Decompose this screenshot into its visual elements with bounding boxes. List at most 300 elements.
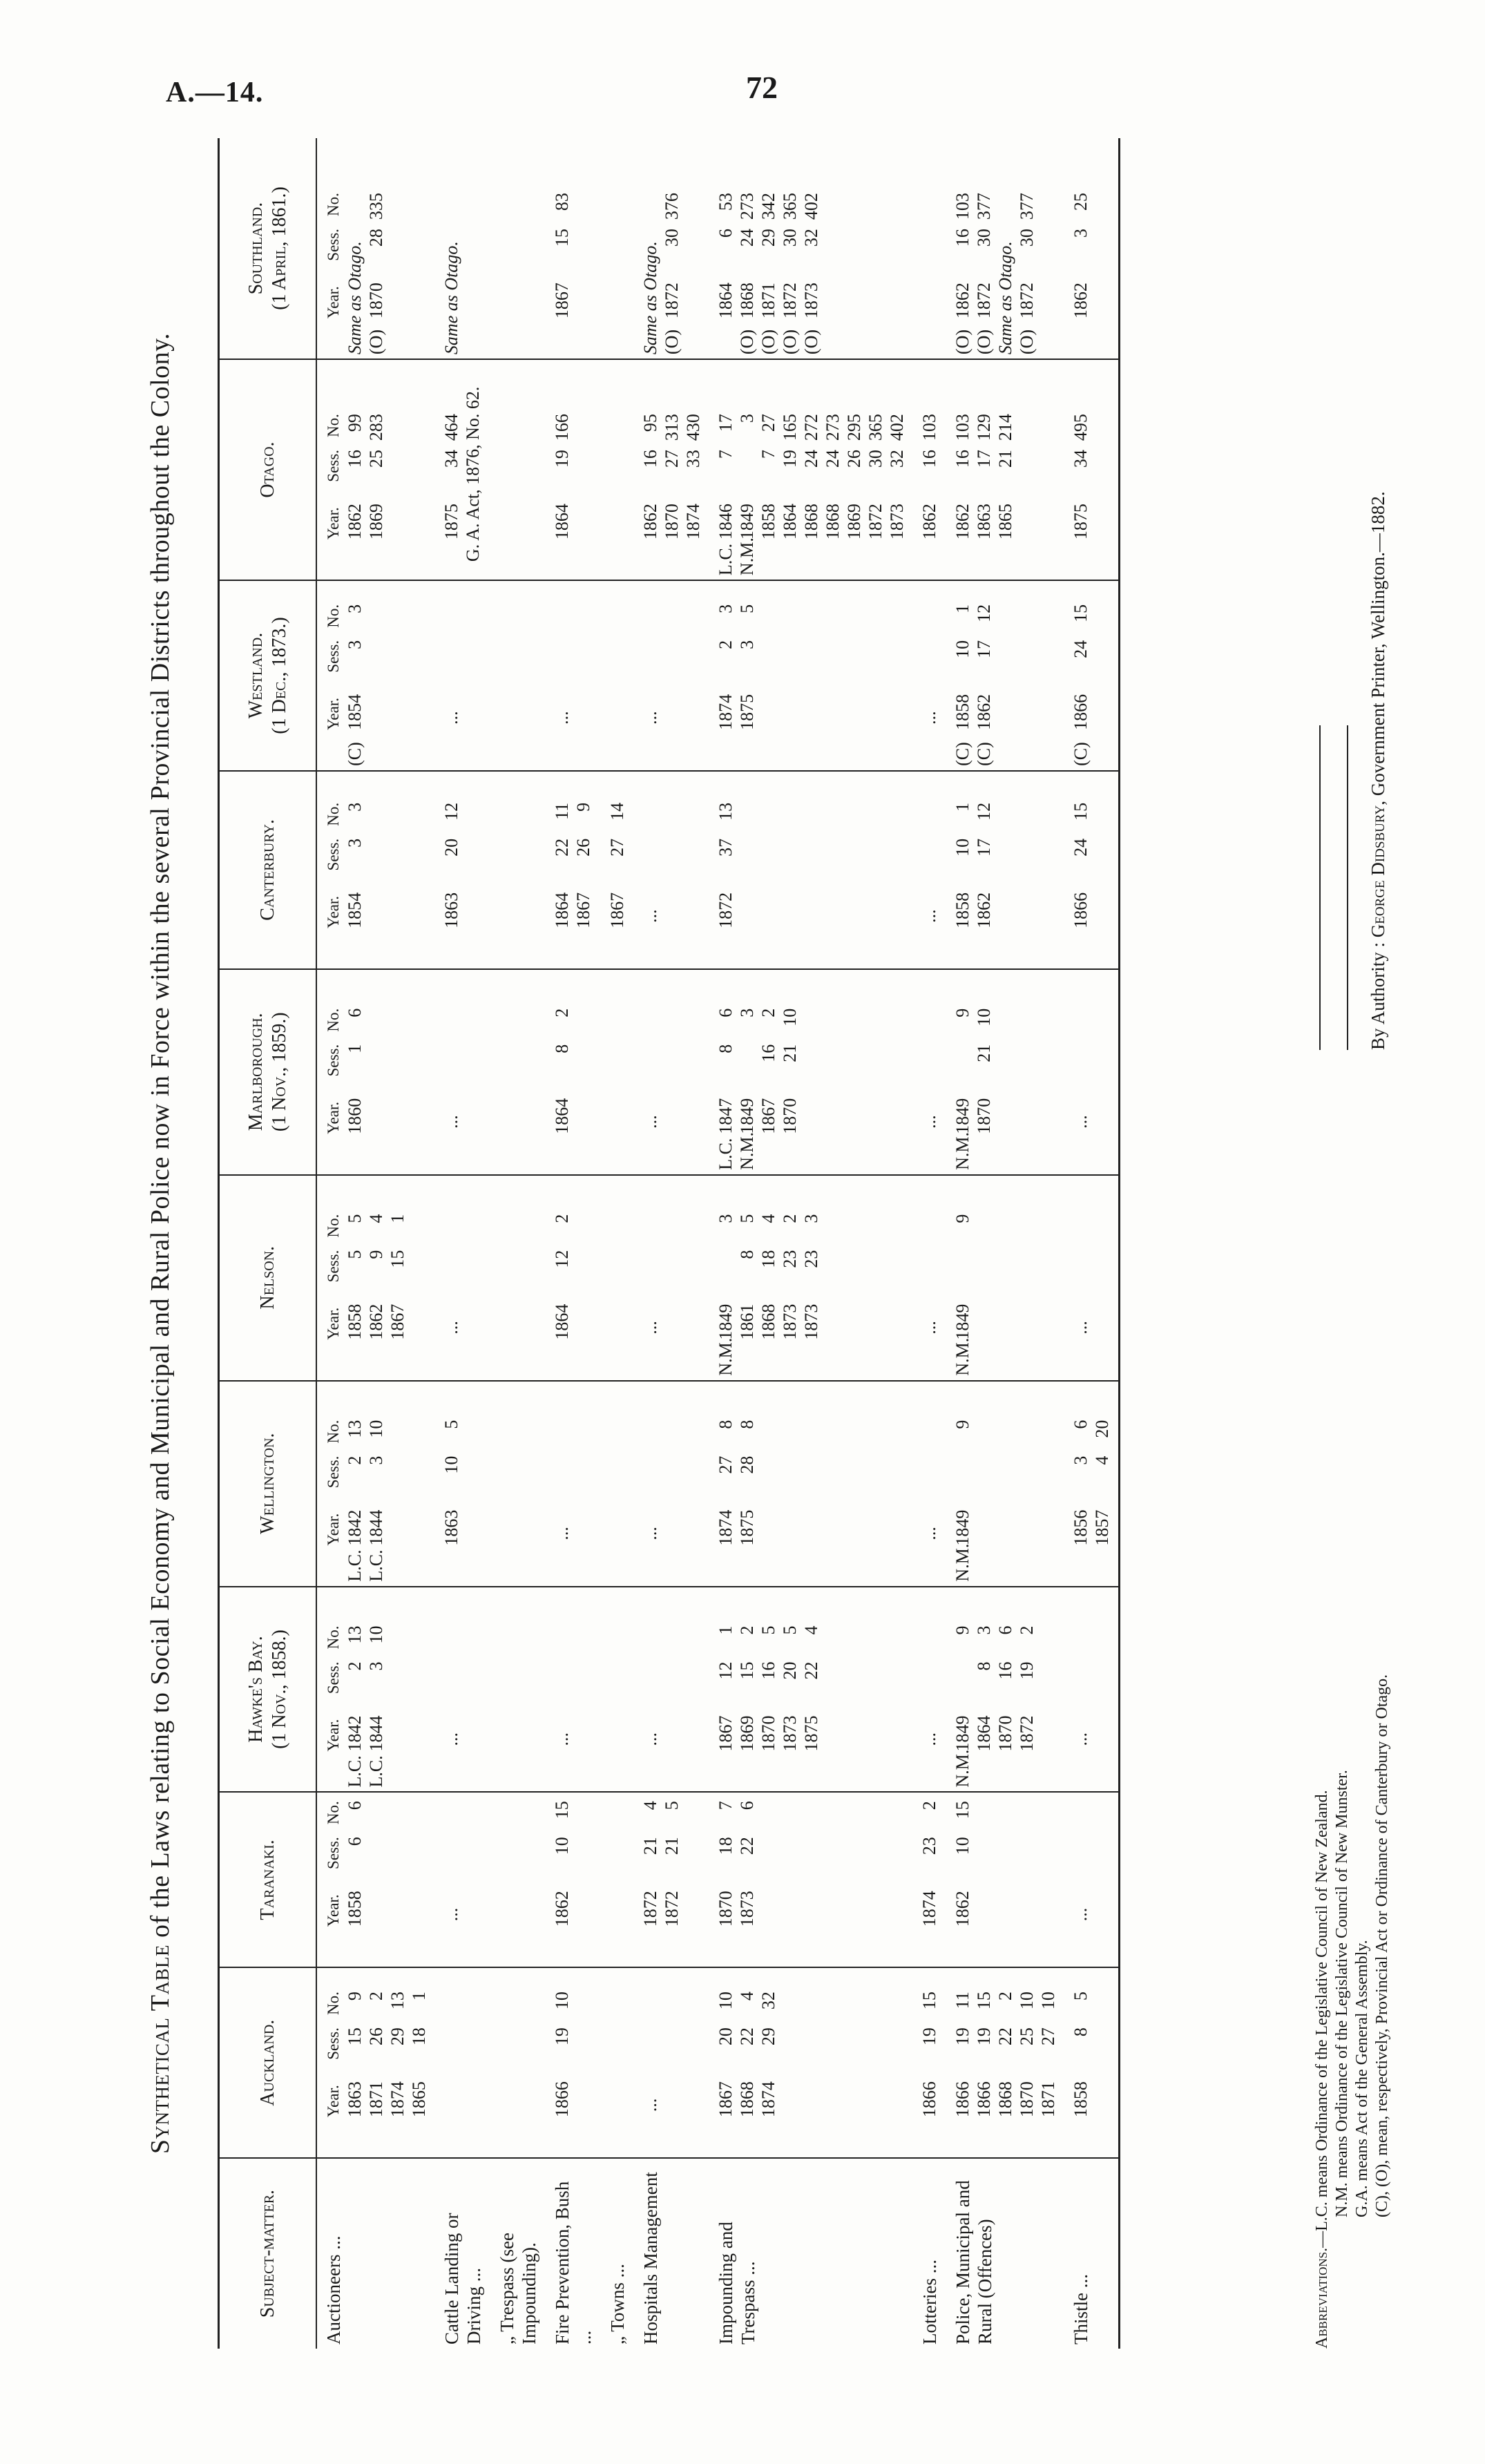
entry-prefix: [715, 2117, 736, 2153]
entries: [952, 1386, 973, 1582]
subject-label: Police, Municipal and Rural (Offences): [952, 2180, 995, 2344]
law-entry: [736, 1797, 758, 1963]
entry-number: 1: [387, 1214, 408, 1223]
cell-otago: [913, 359, 946, 580]
entry-number: 15: [919, 1992, 939, 2010]
entry-year: 1874: [716, 1509, 736, 1546]
entries: [952, 585, 995, 766]
hawkes-bay-name: Hawke's Bay.: [245, 1636, 267, 1743]
law-entry: [736, 585, 758, 766]
entry-session: 24: [823, 450, 843, 468]
header-otago: Otago.: [219, 359, 317, 580]
cell-auckland: [913, 1967, 946, 2158]
cell-nelson: [601, 1175, 634, 1381]
entry-year: 1867: [552, 283, 572, 319]
entry-session: 19: [780, 450, 800, 468]
entry-session: 3: [366, 1455, 386, 1465]
entry-year: 1870: [758, 1715, 778, 1752]
entry-session: 27: [716, 1455, 736, 1474]
imprint-prefix: By Authority :: [1368, 942, 1388, 1050]
entry-year: 1873: [801, 1303, 821, 1340]
subject-cell: [634, 2158, 709, 2349]
law-entry: [952, 974, 973, 1170]
entry-number: 53: [716, 193, 736, 211]
cell-auckland: [435, 1967, 490, 2158]
cell-westland: [601, 580, 634, 771]
entry-prefix: [408, 2117, 430, 2153]
divider: [1319, 725, 1321, 1050]
entry-year: 1870: [662, 504, 682, 540]
cell-westland: [913, 580, 946, 771]
law-entry: [344, 1972, 365, 2153]
entries: [640, 364, 704, 575]
entry-number: 6: [345, 1801, 365, 1811]
entries: [344, 1797, 365, 1963]
entry-year: 1870: [995, 1715, 1015, 1752]
entry-number: 103: [952, 414, 973, 441]
empty-dots: ...: [919, 1321, 939, 1335]
entry-prefix: (O): [737, 329, 757, 355]
entry-prefix: N.M.: [952, 1131, 973, 1170]
cell-auckland: [634, 1967, 709, 2158]
entry-year: 1868: [995, 2081, 1015, 2118]
entry-prefix: [952, 2117, 973, 2153]
cell-nelson: [634, 1175, 709, 1381]
law-entry: [758, 1592, 779, 1788]
entry-year: 1875: [801, 1715, 821, 1752]
cell-nelson: [316, 1175, 435, 1381]
entries: [952, 1797, 973, 1963]
entry-prefix: [1016, 2117, 1037, 2153]
entry-number: 15: [1071, 604, 1091, 622]
law-entry: [1070, 364, 1091, 575]
entries: [344, 974, 365, 1170]
entry-session: 12: [552, 1250, 572, 1268]
law-entry: [758, 364, 779, 575]
entry-number: 3: [345, 604, 365, 613]
law-entry: [779, 364, 801, 575]
cell-marlborough: [601, 969, 634, 1175]
entry-prefix: [441, 928, 462, 964]
law-entry: [551, 142, 573, 354]
entry-session: 17: [974, 640, 994, 658]
entry-number: 5: [662, 1801, 682, 1811]
cell-wellington: [546, 1381, 601, 1587]
table-row: [634, 138, 709, 2349]
entries: [344, 1972, 430, 2153]
entry-session: 23: [801, 1250, 821, 1268]
entry-session: 7: [716, 450, 736, 459]
entries: [441, 1386, 462, 1582]
entry-session: 3: [1071, 1455, 1091, 1465]
entry-session: 16: [345, 450, 365, 468]
entry-year: 1870: [1017, 2081, 1037, 2118]
entry-number: 273: [823, 414, 843, 441]
law-entry: [715, 974, 736, 1170]
law-entry: [408, 1972, 430, 2153]
law-entry: [551, 776, 573, 964]
entries: [344, 1386, 387, 1582]
cell-otago: [634, 359, 709, 580]
entry-year: 1872: [865, 504, 885, 540]
southland-name: Southland.: [245, 202, 267, 295]
entry-prefix: [715, 1546, 736, 1582]
law-entry: [715, 585, 736, 766]
entry-number: 376: [662, 193, 682, 220]
law-entry: [365, 364, 387, 575]
law-entry: [801, 1180, 822, 1376]
empty-dots: ...: [552, 1732, 572, 1746]
entry-year: 1872: [662, 283, 682, 319]
cell-otago: [546, 359, 601, 580]
law-entry: [995, 364, 1016, 575]
law-entry: [344, 364, 365, 575]
law-entry: [661, 142, 682, 354]
law-entry: [1016, 1592, 1037, 1788]
cell-wellington: [1064, 1381, 1120, 1587]
cell-wellington: [435, 1381, 490, 1587]
entry-number: 4: [640, 1801, 660, 1811]
law-entry: [344, 974, 365, 1170]
entry-year: 1870: [716, 1891, 736, 1927]
entry-number: 4: [758, 1214, 778, 1223]
entry-prefix: L.C.: [366, 1755, 386, 1788]
law-entry: [640, 364, 661, 575]
entry-prefix: [865, 539, 886, 575]
entries: [715, 1180, 822, 1376]
entry-session: 34: [441, 450, 461, 468]
entry-session: 21: [974, 1044, 994, 1062]
cell-southland: [546, 138, 601, 359]
entry-year: 1854: [345, 694, 365, 730]
law-entry: [973, 1972, 995, 2153]
entry-session: 32: [887, 450, 907, 468]
entry-session: 27: [607, 838, 627, 857]
entry-session: 19: [952, 2027, 973, 2046]
law-entry: [801, 364, 822, 575]
law-entry: [995, 1972, 1016, 2153]
entries: [365, 142, 387, 354]
entry-prefix: [1070, 318, 1091, 354]
entry-prefix: [344, 2117, 365, 2153]
entry-session: 8: [552, 1044, 572, 1053]
table-row: [316, 138, 435, 2349]
cell-otago: [316, 359, 435, 580]
entry-prefix: [1016, 1752, 1037, 1788]
entry-session: 16: [640, 450, 660, 468]
cell-hawkes-bay: [316, 1587, 435, 1793]
entry-prefix: [801, 1340, 822, 1376]
entries: [715, 142, 822, 354]
entry-session: 8: [716, 1044, 736, 1053]
entry-prefix: [715, 730, 736, 766]
entry-prefix: N.M.: [952, 1749, 973, 1788]
entry-prefix: [736, 1752, 758, 1788]
entry-year: 1874: [758, 2081, 778, 2118]
abbrev-label: Abbreviations.: [1313, 2247, 1331, 2349]
law-entry: [952, 1972, 973, 2153]
entry-year: 1866: [974, 2081, 994, 2118]
entry-year: 1872: [974, 283, 994, 319]
entry-number: 11: [952, 1992, 973, 2009]
entry-year: 1862: [640, 504, 660, 540]
subject-cell: [946, 2158, 1064, 2349]
cell-southland: [946, 138, 1064, 359]
entry-number: 13: [716, 802, 736, 821]
entry-number: 10: [780, 1008, 800, 1026]
entries: [952, 142, 995, 354]
cell-hawkes-bay: [913, 1587, 946, 1793]
entry-prefix: [758, 2117, 779, 2153]
entry-prefix: [736, 1340, 758, 1376]
entry-number: 10: [366, 1625, 386, 1644]
sub-header: Year. Sess. No.: [325, 414, 342, 540]
empty-dots: ...: [640, 1732, 660, 1746]
law-entry: [1070, 1972, 1091, 2153]
entry-year: 1854: [345, 892, 365, 928]
entry-number: 165: [780, 414, 800, 441]
entry-session: 4: [1092, 1455, 1112, 1465]
entry-session: 2: [716, 640, 736, 649]
entry-number: 27: [758, 414, 778, 432]
entry-session: 30: [662, 229, 682, 247]
table-row: [546, 138, 601, 2349]
empty-dots: ...: [640, 1527, 660, 1540]
law-entry: [801, 142, 822, 354]
entry-number: 273: [737, 193, 757, 220]
entry-number: 365: [780, 193, 800, 220]
law-entry: [865, 364, 886, 575]
entry-number: 103: [952, 193, 973, 220]
entries: [344, 1180, 408, 1376]
entry-number: 365: [865, 414, 885, 441]
cell-southland: [709, 138, 913, 359]
entry-prefix: [973, 1752, 995, 1788]
header-marlborough: [219, 969, 317, 1175]
cell-marlborough: [546, 969, 601, 1175]
leader-dots: ...: [738, 2261, 758, 2275]
entry-number: 6: [345, 1008, 365, 1018]
leader-dots: ...: [323, 2235, 344, 2250]
leader-dots: ...: [574, 2330, 595, 2344]
law-entry: [779, 1592, 801, 1788]
entry-prefix: (O): [780, 329, 800, 355]
entry-prefix: (O): [758, 329, 778, 355]
cell-marlborough: [634, 969, 709, 1175]
entry-session: 19: [974, 2027, 994, 2046]
entry-year: 1865: [995, 504, 1015, 540]
law-entry: [736, 974, 758, 1170]
entry-prefix: [1037, 2117, 1059, 2153]
entry-number: 3: [737, 1008, 757, 1018]
entry-year: 1862: [952, 1891, 973, 1927]
entry-prefix: [551, 1340, 573, 1376]
abbreviations-note: [1312, 1105, 1392, 2349]
entries: [640, 1797, 682, 1963]
abbrev-lc: [1312, 1105, 1332, 2349]
leader-dots: ...: [919, 2260, 940, 2274]
cell-marlborough: [709, 969, 913, 1175]
entry-session: 3: [345, 838, 365, 848]
law-entry: [715, 1797, 736, 1963]
law-entry: [801, 1592, 822, 1788]
entry-prefix: [1070, 1546, 1091, 1582]
cell-taranaki: [913, 1793, 946, 1968]
entry-prefix: [661, 539, 682, 575]
cell-canterbury: [634, 771, 709, 969]
entry-session: 10: [552, 1837, 572, 1855]
cell-otago: [946, 359, 1064, 580]
entry-prefix: [551, 1134, 573, 1170]
entry-prefix: [1070, 2117, 1091, 2153]
cell-westland: [546, 580, 601, 771]
entry-number: 10: [552, 1992, 572, 2010]
entry-prefix: [736, 1546, 758, 1582]
cell-canterbury: [946, 771, 1064, 969]
entry-number: 335: [366, 193, 386, 220]
cell-taranaki: [1064, 1793, 1120, 1968]
entry-year: 1868: [801, 504, 821, 540]
cell-taranaki: [435, 1793, 490, 1968]
entry-prefix: (C): [974, 742, 994, 766]
entry-number: 15: [552, 1801, 572, 1820]
entries: [551, 974, 573, 1170]
law-entry: [682, 364, 704, 575]
cell-westland: [316, 580, 435, 771]
entry-session: 8: [974, 1661, 994, 1671]
entry-year: 1849: [952, 1509, 973, 1546]
entry-session: 21: [640, 1837, 660, 1855]
empty-dots: ...: [1071, 1907, 1091, 1922]
law-entry: [715, 1180, 736, 1376]
entry-session: 16: [995, 1661, 1015, 1680]
law-entry: [1016, 142, 1037, 354]
cell-auckland: [601, 1967, 634, 2158]
law-entry: [736, 1180, 758, 1376]
law-entry: [344, 1180, 365, 1376]
entry-year: 1863: [974, 504, 994, 540]
entry-session: 28: [737, 1455, 757, 1474]
entries: [344, 776, 365, 964]
entry-session: 17: [974, 838, 994, 857]
entry-number: 1: [409, 1992, 429, 2001]
entry-session: 15: [345, 2027, 365, 2046]
entry-prefix: [387, 1340, 408, 1376]
entry-prefix: [779, 1752, 801, 1788]
entry-prefix: [801, 1752, 822, 1788]
sub-header: Year. Sess. No.: [325, 193, 342, 319]
entries: [715, 1386, 758, 1582]
law-entry: [779, 142, 801, 354]
entries: [551, 1972, 573, 2153]
entry-number: 10: [974, 1008, 994, 1026]
entry-session: [736, 1044, 758, 1080]
entry-prefix: [715, 318, 736, 354]
entry-prefix: N.M.: [952, 1337, 973, 1376]
entry-number: 5: [758, 1625, 778, 1635]
cell-otago: [709, 359, 913, 580]
entry-number: 166: [552, 414, 572, 441]
header-westland: [219, 580, 317, 771]
westland-name: Westland.: [245, 632, 267, 719]
entry-prefix: [573, 928, 594, 964]
subject-cell: [709, 2158, 913, 2349]
entries: [1070, 1972, 1091, 2153]
sub-header: Year. Sess. No.: [325, 1992, 342, 2118]
law-entry: [736, 142, 758, 354]
entry-prefix: (O): [1017, 329, 1037, 355]
entry-year: 1858: [1071, 2081, 1091, 2118]
subject-label: Lotteries: [919, 2278, 940, 2344]
entry-prefix: [441, 1546, 462, 1582]
entry-year: 1870: [974, 1098, 994, 1134]
entry-number: 10: [716, 1992, 736, 2010]
entry-prefix: [365, 2117, 387, 2153]
entries: [1070, 1386, 1113, 1582]
entry-session: 29: [758, 2027, 778, 2046]
entry-number: 9: [952, 1625, 973, 1635]
southland-date: (1 April, 1861.): [268, 187, 290, 310]
entry-session: 20: [441, 838, 461, 857]
entry-session: 16: [758, 1661, 778, 1680]
entry-year: 1844: [366, 1509, 386, 1546]
cell-nelson: [1064, 1175, 1120, 1381]
entry-year: 1869: [737, 1715, 757, 1752]
entry-year: 1847: [716, 1098, 736, 1134]
entry-prefix: [661, 1927, 682, 1962]
empty-dots: ...: [552, 711, 572, 725]
cell-nelson: [490, 1175, 546, 1381]
cell-westland: [946, 580, 1064, 771]
cell-westland: [435, 580, 490, 771]
printer-imprint: [1368, 491, 1389, 1050]
westland-date: (1 Dec., 1873.): [268, 617, 290, 734]
entries: [715, 585, 758, 766]
entry-year: 1862: [366, 1303, 386, 1340]
law-entry: [758, 974, 779, 1170]
entry-session: 1: [345, 1044, 365, 1053]
entry-prefix: (O): [366, 329, 386, 355]
law-entry: [441, 776, 462, 964]
entry-year: 1872: [662, 1891, 682, 1927]
entry-number: 14: [607, 802, 627, 821]
entry-session: 19: [919, 2027, 939, 2046]
entry-session: 34: [1071, 450, 1091, 468]
entry-year: 1873: [887, 504, 907, 540]
entries: [606, 776, 628, 964]
entry-number: 313: [662, 414, 682, 441]
law-entry: [736, 1972, 758, 2153]
cell-westland: [709, 580, 913, 771]
entry-number: 377: [1017, 193, 1037, 220]
entry-session: 24: [737, 229, 757, 247]
entry-year: 1856: [1071, 1509, 1091, 1546]
entry-prefix: [758, 1752, 779, 1788]
entry-number: 4: [737, 1992, 757, 2001]
entry-session: 24: [1071, 838, 1091, 857]
entry-year: 1849: [737, 1098, 757, 1134]
entries: [1070, 142, 1091, 354]
table-row: [1064, 138, 1120, 2349]
empty-dots: ...: [1071, 1732, 1091, 1746]
entry-session: 26: [366, 2027, 386, 2046]
entry-year: 1874: [716, 694, 736, 730]
subject-cell: [1064, 2158, 1120, 2349]
entry-year: 1858: [345, 1891, 365, 1927]
subject-label: Auctioneers: [323, 2254, 344, 2344]
entry-year: 1874: [683, 504, 703, 540]
entry-year: 1862: [952, 283, 973, 319]
